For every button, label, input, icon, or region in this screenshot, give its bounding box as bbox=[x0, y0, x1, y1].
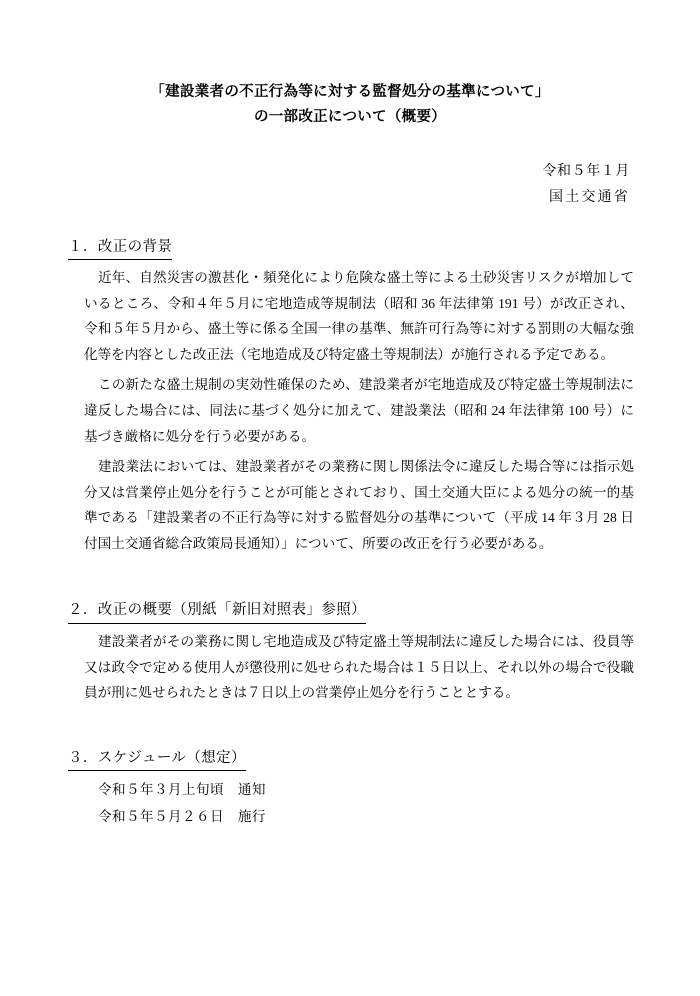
schedule-list bbox=[62, 777, 638, 830]
list-item: 令和５年３月上旬頃 通知 bbox=[98, 782, 266, 798]
paragraph: 建設業者がその業務に関し宅地造成及び特定盛土等規制法に違反した場合には、役員等又は政令で定める使用人が懲役刑に処せられた場合は１５日以上、それ以外の場合で役職員が刑に処せられたときは７日以上の営業停止処分を行うこととする。 bbox=[84, 634, 634, 701]
section-schedule bbox=[62, 748, 638, 831]
page-title-line-2: の一部改正について（概要） bbox=[253, 109, 447, 126]
section-summary bbox=[62, 600, 638, 705]
section-heading-schedule: ３．スケジュール（想定） bbox=[68, 748, 246, 772]
issuer-block bbox=[62, 159, 638, 211]
page-title bbox=[62, 80, 638, 131]
paragraph: 近年、自然災害の激甚化・頻発化により危険な盛土等による土砂災害リスクが増加しているところ、令和４年５月に宅地造成等規制法（昭和 36 年法律第 191 号）が改正され、令和５年５月から、盛土等に係る全国一律の基準、無許可行為等に対する罰則の大幅な強化等を内容とした改正法（宅地造成及び特定盛土等規制法）が施行される予定である。 bbox=[84, 270, 634, 362]
issuing-ministry: 国土交通省 bbox=[549, 189, 630, 205]
section-background bbox=[62, 237, 638, 557]
list-item: 令和５年５月２６日 施行 bbox=[98, 808, 266, 824]
section-heading-summary: ２．改正の概要（別紙「新旧対照表」参照） bbox=[68, 600, 366, 624]
paragraph: 建設業法においては、建設業者がその業務に関し関係法令に違反した場合等には指示処分又は営業停止処分を行うことが可能とされており、国土交通大臣による処分の統一的基準である「建設業者の不正行為等に対する監督処分の基準について（平成 14 年３月 28 日付国土交通省総合政策局長通知）」について、所要の改正を行う必要がある。 bbox=[84, 459, 634, 551]
document-date: 令和５年１月 bbox=[542, 163, 630, 179]
page-title-line-1: 「建設業者の不正行為等に対する監督処分の基準について」 bbox=[150, 84, 550, 100]
paragraph: この新たな盛土規制の実効性確保のため、建設業者が宅地造成及び特定盛土等規制法に違反した場合には、同法に基づく処分に加えて、建設業法（昭和 24 年法律第 100 号）に基づき厳格に処分を行う必要がある。 bbox=[84, 377, 634, 444]
section-heading-background: １．改正の背景 bbox=[68, 237, 172, 261]
